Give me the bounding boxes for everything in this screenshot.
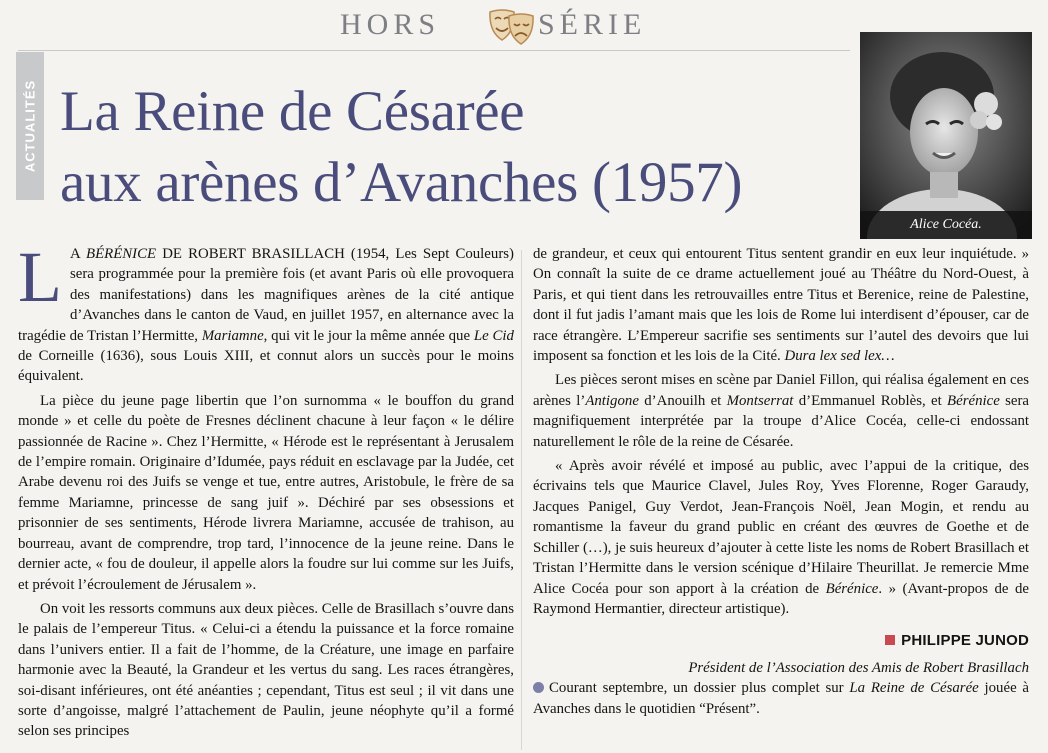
note-text-a: Courant septembre, un dossier plus complet sur bbox=[549, 680, 850, 697]
p4-text-b: d’Anouilh et bbox=[638, 392, 727, 409]
p1-text-b: , qui vit le jour la même année que bbox=[263, 327, 474, 344]
column-divider bbox=[521, 250, 522, 750]
note-work: La Reine de Césarée bbox=[849, 680, 979, 697]
paragraph-3: On voit les ressorts communs aux deux pièces. Celle de Brasillach s’ouvre dans le palais de l’empereur Titus. « Celui-ci a étendu la puissance et la force romaine dans l’univers entier. Il a fait de l’homme, de la Créature, une image en parfaire harmonie avec la Beauté, la Grandeur et les vertus du sang. Les races étrangères, soi-disant inférieures, ont été anéanties ; cependant, Titus est seul ; il vit dans une sorte d’angoisse, malgré l’attachement de Paulin, jeune néophyte qu’il a formé selon ses principes bbox=[18, 600, 514, 740]
author-name: PHILIPPE JUNOD bbox=[901, 632, 1029, 650]
work-mariamne: Mariamne bbox=[201, 327, 264, 344]
p5-text-b: . » (Avant-propos de de Raymond Hermantier, directeur artistique). bbox=[533, 580, 1030, 617]
title-line-2: aux arènes d’Avanches (1957) bbox=[60, 151, 743, 214]
dropcap: L bbox=[18, 237, 62, 317]
author-title: Président de l’Association des Amis de Robert Brasillach bbox=[688, 659, 1029, 676]
article-column-right bbox=[533, 244, 1029, 719]
note-text-b: jouée à Avanches dans le quotidien “Présent”. bbox=[533, 680, 1029, 717]
p1-text-a: DE ROBERT BRASILLACH (1954, Les Sept Couleurs) sera programmée pour la première fois (et avant Paris où elle provoquera des manifestations) dans les magnifiques arènes de la cité antique d’Avanches dans le canton de Vaud, en juillet 1957, en alternance avec la tragédie de Tristan l’Hermitte, bbox=[18, 246, 514, 344]
p1-text-c: de Corneille (1636), sous Louis XIII, et connut alors un succès pour le moins équivalent. bbox=[18, 348, 514, 385]
bullet-dot-icon bbox=[533, 682, 544, 693]
p4-text-c: d’Emmanuel Roblès, et bbox=[793, 392, 948, 409]
work-berenice-3: Bérénice bbox=[825, 580, 879, 597]
top-rule bbox=[18, 50, 850, 51]
paragraph-3-continued bbox=[533, 244, 1029, 366]
p1-lead: A bbox=[69, 246, 86, 262]
author-byline bbox=[533, 631, 1029, 651]
p5-text-a: « Après avoir révélé et imposé au public, avec l’appui de la critique, des écrivains tels que Maurice Clavel, Jules Roy, Yves Florenne, Roger Garaudy, Jacques Panigel, Guy Verdot, Jean-François Noël, Jean Mogin, et rendu au romantisme la faveur du grand public en créant des œuvres de Goethe et de Schiller (…), je suis heureux d’ajouter à cette liste les noms de Robert Brasillach et Tristan l’Hermitte dans le version scénique d’Hilaire Theurillat. Je remercie Mme Alice Cocéa pour son apport à la création de bbox=[533, 458, 1029, 597]
work-antigone: Antigone bbox=[585, 392, 639, 409]
section-label: ACTUALITÉS bbox=[22, 79, 38, 173]
article-column-left bbox=[18, 237, 514, 742]
theater-masks-icon bbox=[487, 6, 537, 48]
photo-caption: Alice Cocéa. bbox=[860, 211, 1032, 239]
paragraph-2: La pièce du jeune page libertin que l’on surnomma « le bouffon du grand monde » et celle du poète de Fresnes déclinent chacune à leur façon « le délire passionnée de Racine ». Chez l’Hermitte, « Hérode est le représentant à Jerusalem de l’empire romain. Originaire d’Idumée, pays réduit en esclavage par la Judée, cet Arabe devenu roi des Juifs se venge et tue, entre autres, Aristobule, le frère de sa femme Mariamne, princesse de sang juif ». Déchiré par ses obsessions et prisonnier de ses sentiments, Hérode livrera Mariamne, accusée de trahison, au bourreau, avant de comprendre, trop tard, l’innocence de la jeune reine. Dans le dernier acte, « fou de douleur, il appelle alors la foudre sur lui comme sur les Juifs, et prévoit l’écroulement de Jérusalem ». bbox=[18, 392, 514, 593]
paragraph-4 bbox=[533, 370, 1029, 452]
banner-serie: SÉRIE bbox=[538, 8, 647, 41]
work-berenice-2: Bérénice bbox=[947, 392, 1000, 409]
title-line-1: La Reine de Césarée bbox=[60, 80, 525, 143]
p4-text-d: sera magnifiquement interprétée par la troupe d’Alice Cocéa, celle-ci endossant naturellement le rôle de la reine de Césarée. bbox=[533, 392, 1030, 450]
p3-cont-text: de grandeur, et ceux qui entourent Titus sentent grandir en eux leur inquiétude. » On connaît la suite de ce drame actuellement joué au Théâtre du Nord-Ouest, à Paris, et qui tient dans les retrouvailles entre Titus et Berenice, reine de Palestine, dont il fut jadis l’amant mais que les lois de Rome lui interdisent d’épouser, car de race étrangère. L’Empereur sacrifie ses sentiments sur l’autel des devoirs que lui imposent sa fonction et les lois de la Cité. bbox=[533, 246, 1029, 365]
footnote bbox=[533, 678, 1029, 719]
article-title bbox=[60, 76, 742, 218]
p4-text-a: Les pièces seront mises en scène par Daniel Fillon, qui réalisa également en ces arènes l’ bbox=[533, 372, 1029, 409]
paragraph-5 bbox=[533, 456, 1029, 619]
work-le-cid: Le Cid bbox=[473, 327, 514, 344]
byline-square-icon bbox=[885, 635, 895, 645]
banner-hors: HORS bbox=[340, 8, 441, 41]
section-tab bbox=[16, 52, 44, 200]
portrait-image bbox=[860, 32, 1032, 239]
portrait-photo bbox=[860, 32, 1032, 239]
paragraph-1 bbox=[18, 237, 514, 387]
hors-serie-banner bbox=[340, 6, 690, 46]
latin-phrase: Dura lex sed lex… bbox=[784, 348, 895, 365]
work-berenice: BÉRÉNICE bbox=[86, 246, 157, 262]
work-montserrat: Montserrat bbox=[726, 392, 794, 409]
